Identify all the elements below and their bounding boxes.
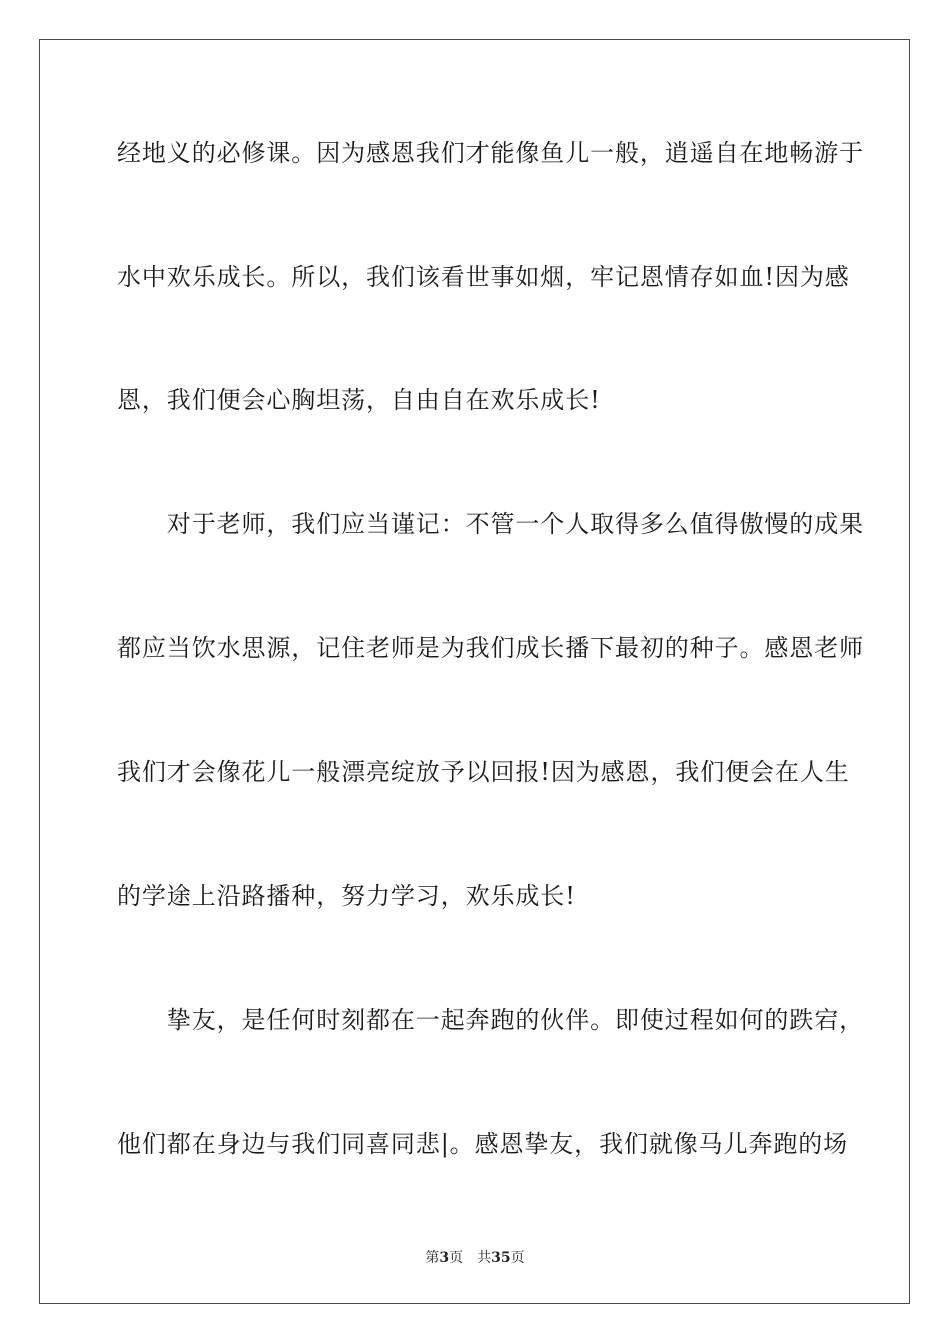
page-border (39, 39, 910, 1304)
total-prefix: 共 (477, 1250, 492, 1266)
page-footer (0, 1247, 950, 1267)
page-number: 3 (439, 1250, 450, 1266)
text-line-3: 恩，我们便会心胸坦荡，自由自在欢乐成长! (117, 386, 601, 414)
total-pages: 35 (491, 1250, 511, 1266)
text-line-8: 挚友，是任何时刻都在一起奔跑的伙伴。即使过程如何的跌宕， (117, 1006, 864, 1034)
text-line-9: 他们都在身边与我们同喜同悲|。感恩挚友，我们就像马儿奔跑的场 (117, 1130, 849, 1158)
text-line-1: 经地义的必修课。因为感恩我们才能像鱼儿一般，逍遥自在地畅游于 (117, 139, 864, 167)
page-suffix: 页 (449, 1250, 464, 1266)
text-line-4: 对于老师，我们应当谨记：不管一个人取得多么值得傲慢的成果 (117, 510, 864, 538)
text-line-7: 的学途上沿路播种，努力学习，欢乐成长! (117, 882, 576, 910)
total-suffix: 页 (510, 1250, 525, 1266)
text-line-2: 水中欢乐成长。所以，我们该看世事如烟，牢记恩情存如血!因为感 (117, 263, 850, 291)
text-line-6: 我们才会像花儿一般漂亮绽放予以回报!因为感恩，我们便会在人生 (117, 758, 850, 786)
page-prefix: 第 (425, 1250, 440, 1266)
text-line-5: 都应当饮水思源，记住老师是为我们成长播下最初的种子。感恩老师 (117, 634, 864, 662)
